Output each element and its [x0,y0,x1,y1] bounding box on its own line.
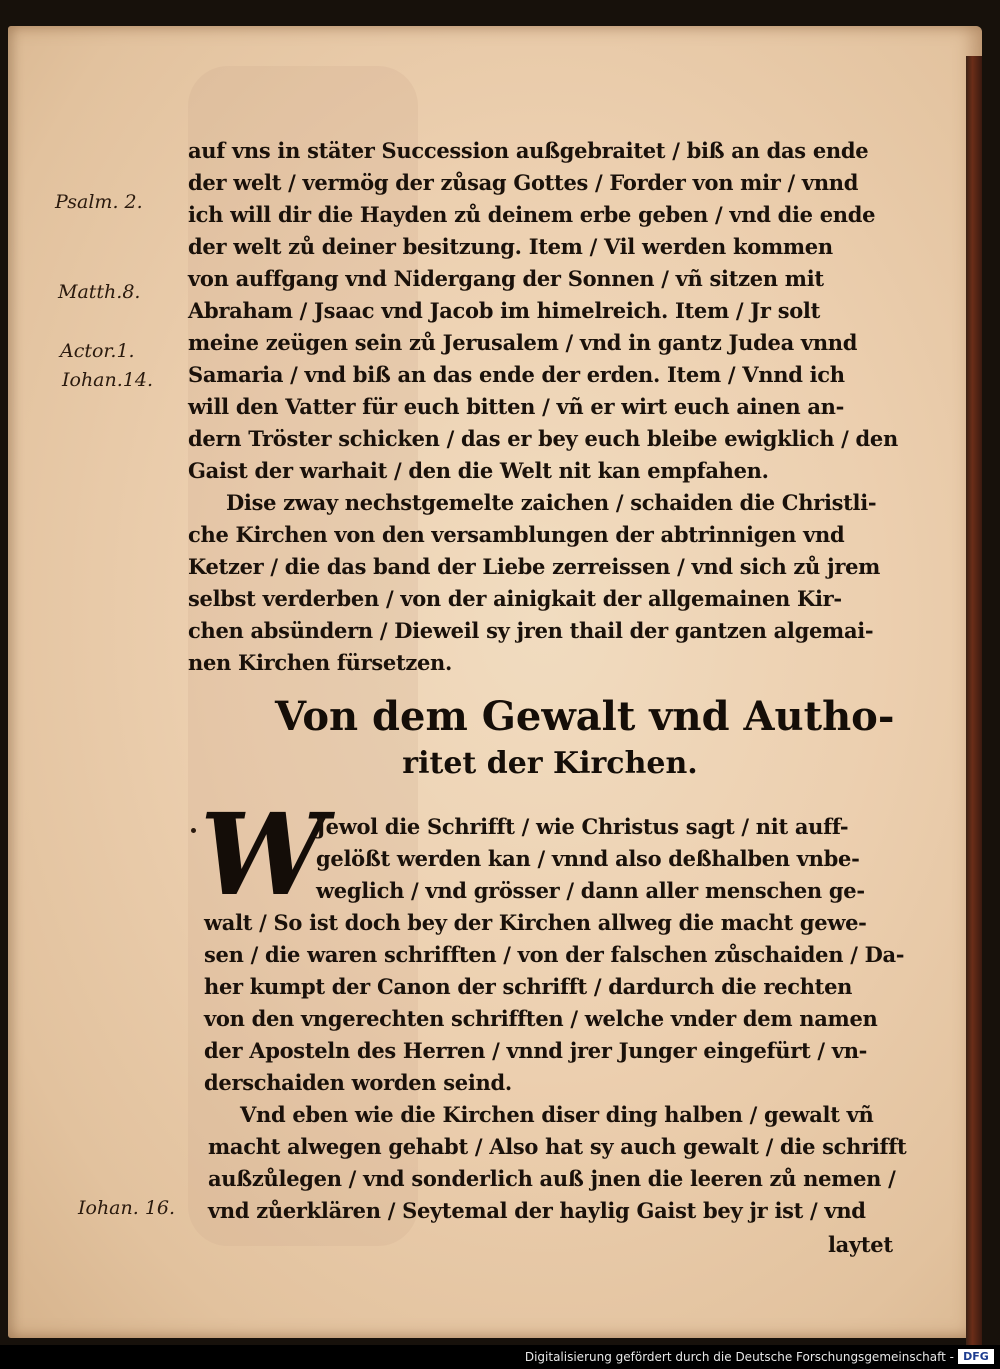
text-line: gelößt werden kan / vnnd also deßhalben vnbe- [316,846,860,871]
text-line: derschaiden worden seind. [204,1070,512,1095]
text-line: Abraham / Jsaac vnd Jacob im himelreich. Item / Jr solt [188,298,821,323]
text-line: Vnd eben wie die Kirchen diser ding halben / gewalt vñ [240,1102,874,1127]
digitization-credit: Digitalisierung gefördert durch die Deutsche Forschungsgemeinschaft - [524,1350,954,1364]
text-line: Ketzer / die das band der Liebe zerreissen / vnd sich zů jrem [188,554,881,579]
text-line: walt / So ist doch bey der Kirchen allweg die macht gewe- [204,910,867,935]
text-line: macht alwegen gehabt / Also hat sy auch gewalt / die schrifft [208,1134,907,1159]
margin-note: Actor.1. [60,340,135,362]
section-heading-line-1: Von dem Gewalt vnd Autho- [275,693,895,740]
margin-note: Iohan.14. [62,369,154,391]
text-line: der Aposteln des Herren / vnnd jrer Junger eingefürt / vn- [204,1038,868,1063]
text-line: von den vngerechten schrifften / welche vnder dem namen [204,1006,878,1031]
text-line: nen Kirchen fürsetzen. [188,650,453,675]
initial-ornament-dot [191,828,196,833]
text-line: ich will dir die Hayden zů deinem erbe geben / vnd die ende [188,202,876,227]
margin-note: Psalm. 2. [55,191,143,213]
section-heading-line-2: ritet der Kirchen. [402,746,698,781]
text-line: will den Vatter für euch bitten / vñ er wirt euch ainen an- [188,394,845,419]
text-line: dern Tröster schicken / das er bey euch bleibe ewigklich / den [188,426,898,451]
text-line: che Kirchen von den versamblungen der abtrinnigen vnd [188,522,845,547]
text-line: Gaist der warhait / den die Welt nit kan empfahen. [188,458,769,483]
text-line: der welt zů deiner besitzung. Item / Vil werden kommen [188,234,833,259]
drop-cap-initial: W [200,790,326,921]
text-line: sen / die waren schrifften / von der falschen zůschaiden / Da- [204,942,905,967]
text-line: Samaria / vnd biß an das ende der erden. Item / Vnnd ich [188,362,845,387]
text-line: chen absündern / Dieweil sy jren thail der gantzen algemai- [188,618,874,643]
dfg-logo: DFG [958,1349,994,1364]
text-line: vnd zůerklären / Seytemal der haylig Gaist bey jr ist / vnd [208,1198,866,1223]
text-line: außzůlegen / vnd sonderlich auß jnen die leeren zů nemen / [208,1166,896,1191]
text-line: der welt / vermög der zůsag Gottes / Forder von mir / vnnd [188,170,859,195]
text-line: weglich / vnd grösser / dann aller menschen ge- [316,878,865,903]
text-line: auf vns in stäter Succession außgebraitet / biß an das ende [188,138,869,163]
margin-note: Matth.8. [58,281,141,303]
text-line: her kumpt der Canon der schrifft / dardurch die rechten [204,974,853,999]
text-line: von auffgang vnd Nidergang der Sonnen / vñ sitzen mit [188,266,824,291]
text-line: selbst verderben / von der ainigkait der allgemainen Kir- [188,586,842,611]
page-edge [966,56,982,1346]
text-line: Jewol die Schrifft / wie Christus sagt / nit auff- [316,814,849,839]
text-line: Dise zway nechstgemelte zaichen / schaiden die Christli- [226,490,877,515]
catchword: laytet [828,1232,893,1257]
margin-note: Iohan. 16. [78,1197,176,1219]
text-line: meine zeügen sein zů Jerusalem / vnd in gantz Judea vnnd [188,330,858,355]
